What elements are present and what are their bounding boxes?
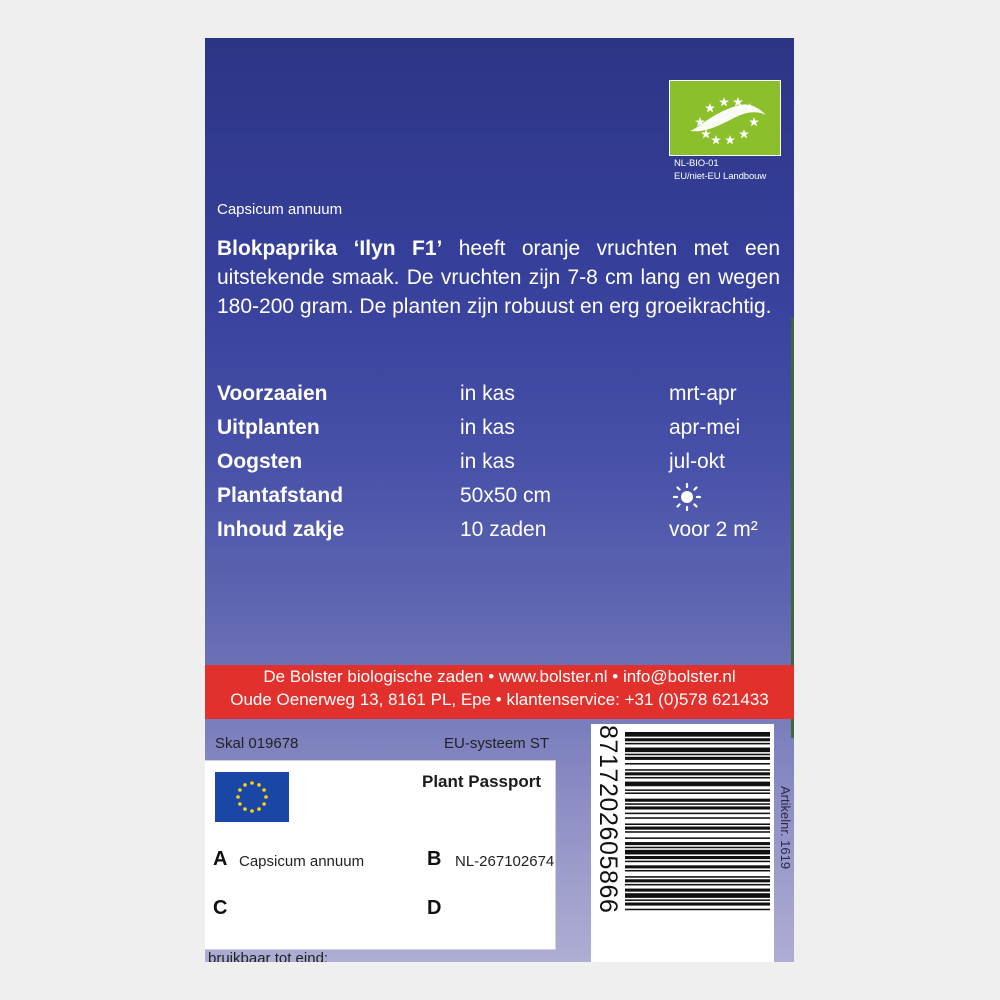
product-name: Blokpaprika ‘Ilyn F1’ (217, 237, 443, 260)
product-description (217, 234, 780, 321)
barcode-bar (625, 856, 770, 859)
description-text: heeft oranje vruchten met een uitstekende smaak. De vruchten zijn 7-8 cm lang en wegen 180-200 gram. De planten zijn robuust en erg groeikrachtig. (217, 237, 781, 318)
spec-row-inhoud (217, 518, 787, 552)
spec-period: jul-okt (669, 450, 726, 473)
plant-passport (205, 760, 556, 950)
barcode-bar (625, 732, 770, 737)
sun-icon (669, 482, 705, 512)
barcode-bar (625, 748, 770, 753)
seed-packet-back (205, 38, 794, 962)
barcode-bar (625, 837, 770, 839)
barcode-bar (625, 823, 770, 825)
certification-code: NL-BIO-01 (674, 158, 719, 169)
barcode-bar (625, 817, 770, 819)
spec-row-uitplanten (217, 416, 787, 450)
spec-label: Inhoud zakje (217, 518, 345, 541)
passport-value-a: Capsicum annuum (239, 853, 365, 870)
barcode-bar (625, 884, 770, 886)
barcode-digits-text: 8717202605866 (594, 725, 622, 914)
barcode-bar (625, 831, 770, 833)
spec-label: Oogsten (217, 450, 303, 473)
passport-value-b: NL-267102674 (455, 853, 555, 870)
sowing-specs-table (217, 382, 787, 552)
barcode-bar (625, 813, 770, 815)
eu-flag-icon (215, 772, 289, 822)
skal-number: Skal 019678 (215, 735, 299, 752)
spec-label: Plantafstand (217, 484, 344, 507)
article-number (779, 786, 793, 956)
barcode-bar (625, 772, 770, 775)
spec-place: in kas (460, 382, 515, 405)
company-contact-bar (205, 665, 794, 719)
spec-place: 10 zaden (460, 518, 547, 541)
barcode-bar (625, 893, 770, 898)
barcode-bar (625, 850, 770, 855)
passport-letter-c: C (213, 897, 228, 919)
organic-certification (674, 157, 766, 183)
passport-letter-d: D (427, 897, 442, 919)
barcode-bar (625, 876, 770, 878)
plant-passport-title: Plant Passport (422, 772, 542, 791)
barcode-bar (625, 738, 770, 741)
barcode-bar (625, 865, 770, 868)
barcode-bar (625, 889, 770, 892)
barcode-bar (625, 763, 770, 765)
spec-row-plantafstand (217, 484, 787, 518)
barcode-bar (625, 782, 770, 787)
latin-name: Capsicum annuum (217, 201, 343, 218)
barcode-bar (625, 743, 770, 745)
spec-period: apr-mei (669, 416, 741, 439)
spec-period: voor 2 m² (669, 518, 758, 541)
barcode-bar (625, 870, 770, 872)
barcode-bar (625, 879, 770, 882)
barcode-bar (625, 799, 770, 802)
barcode-bar (625, 899, 770, 901)
eu-system: EU-systeem ST (444, 735, 550, 752)
article-number-text: Artikelnr. 1619 (778, 786, 793, 870)
barcode-bar (625, 789, 770, 791)
spec-place: in kas (460, 450, 515, 473)
barcode-bar (625, 847, 770, 849)
barcode-bar (625, 827, 770, 830)
barcode-bar (625, 903, 770, 906)
barcode-bar (625, 757, 770, 760)
spec-row-voorzaaien (217, 382, 787, 416)
passport-letter-b: B (427, 848, 442, 870)
spec-place: in kas (460, 416, 515, 439)
certification-origin: EU/niet-EU Landbouw (674, 171, 767, 182)
company-line-2: Oude Oenerweg 13, 8161 PL, Epe • klantenservice: +31 (0)578 621433 (230, 690, 769, 709)
barcode-digits (592, 725, 622, 955)
spec-place: 50x50 cm (460, 484, 552, 507)
spec-period: mrt-apr (669, 382, 737, 405)
barcode-bar (625, 777, 770, 779)
barcode-bar (625, 909, 770, 911)
usable-until-label: bruikbaar tot eind: (208, 950, 329, 962)
barcode-bar (625, 806, 770, 809)
spec-label: Voorzaaien (217, 382, 328, 405)
barcode-bar (625, 803, 770, 805)
barcode-bar (625, 754, 770, 756)
eu-organic-leaf-logo (669, 80, 781, 156)
company-line-1: De Bolster biologische zaden • www.bolster.nl • info@bolster.nl (263, 667, 736, 686)
barcode-bar (625, 861, 770, 863)
spec-row-oogsten (217, 450, 787, 484)
barcode-bar (625, 769, 770, 771)
barcode-bar (625, 792, 770, 794)
spec-label: Uitplanten (217, 416, 320, 439)
barcode-bar (625, 842, 770, 845)
passport-letter-a: A (213, 848, 228, 870)
